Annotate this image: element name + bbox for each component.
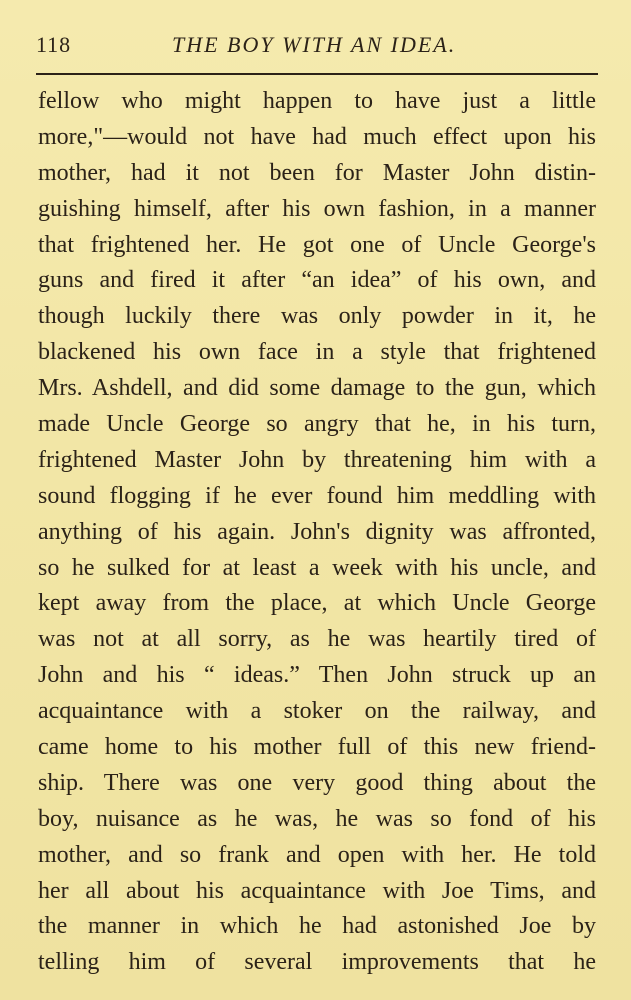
text-line: frightened Master John by threatening him with a bbox=[38, 446, 596, 473]
body-text bbox=[38, 84, 596, 981]
page-number: 118 bbox=[36, 32, 72, 57]
header-rule bbox=[36, 73, 598, 75]
text-line: mother, had it not been for Master John distin- bbox=[38, 159, 596, 186]
text-line: blackened his own face in a style that frightened bbox=[38, 339, 596, 366]
text-line: so he sulked for at least a week with his uncle, and bbox=[38, 554, 596, 581]
text-line: the manner in which he had astonished Joe by bbox=[38, 913, 596, 940]
text-line: kept away from the place, at which Uncle George bbox=[38, 590, 596, 617]
text-line: more,"—would not have had much effect upon his bbox=[38, 123, 596, 150]
page-header bbox=[36, 32, 596, 60]
text-line: telling him of several improvements that he bbox=[38, 949, 596, 976]
text-line: was not at all sorry, as he was heartily tired of bbox=[38, 626, 596, 653]
text-line: John and his “ ideas.” Then John struck up an bbox=[38, 662, 596, 689]
text-line: made Uncle George so angry that he, in his turn, bbox=[38, 411, 596, 438]
text-line: that frightened her. He got one of Uncle George's bbox=[38, 231, 596, 258]
text-line: guns and fired it after “an idea” of his own, and bbox=[38, 267, 596, 294]
text-line: acquaintance with a stoker on the railway, and bbox=[38, 698, 596, 725]
text-line: ship. There was one very good thing about the bbox=[38, 769, 596, 796]
text-line: guishing himself, after his own fashion, in a manner bbox=[38, 195, 596, 222]
text-line: her all about his acquaintance with Joe Tims, and bbox=[38, 877, 596, 904]
text-line: though luckily there was only powder in it, he bbox=[38, 303, 596, 330]
running-title: THE BOY WITH AN IDEA. bbox=[172, 32, 457, 57]
text-line: Mrs. Ashdell, and did some damage to the gun, which bbox=[38, 375, 596, 402]
text-line: boy, nuisance as he was, he was so fond of his bbox=[38, 805, 596, 832]
text-line: fellow who might happen to have just a little bbox=[38, 88, 596, 114]
text-line: came home to his mother full of this new friend- bbox=[38, 734, 596, 761]
text-line: sound flogging if he ever found him meddling with bbox=[38, 482, 596, 509]
text-line: anything of his again. John's dignity was affronted, bbox=[38, 518, 596, 545]
text-line: mother, and so frank and open with her. He told bbox=[38, 841, 596, 868]
